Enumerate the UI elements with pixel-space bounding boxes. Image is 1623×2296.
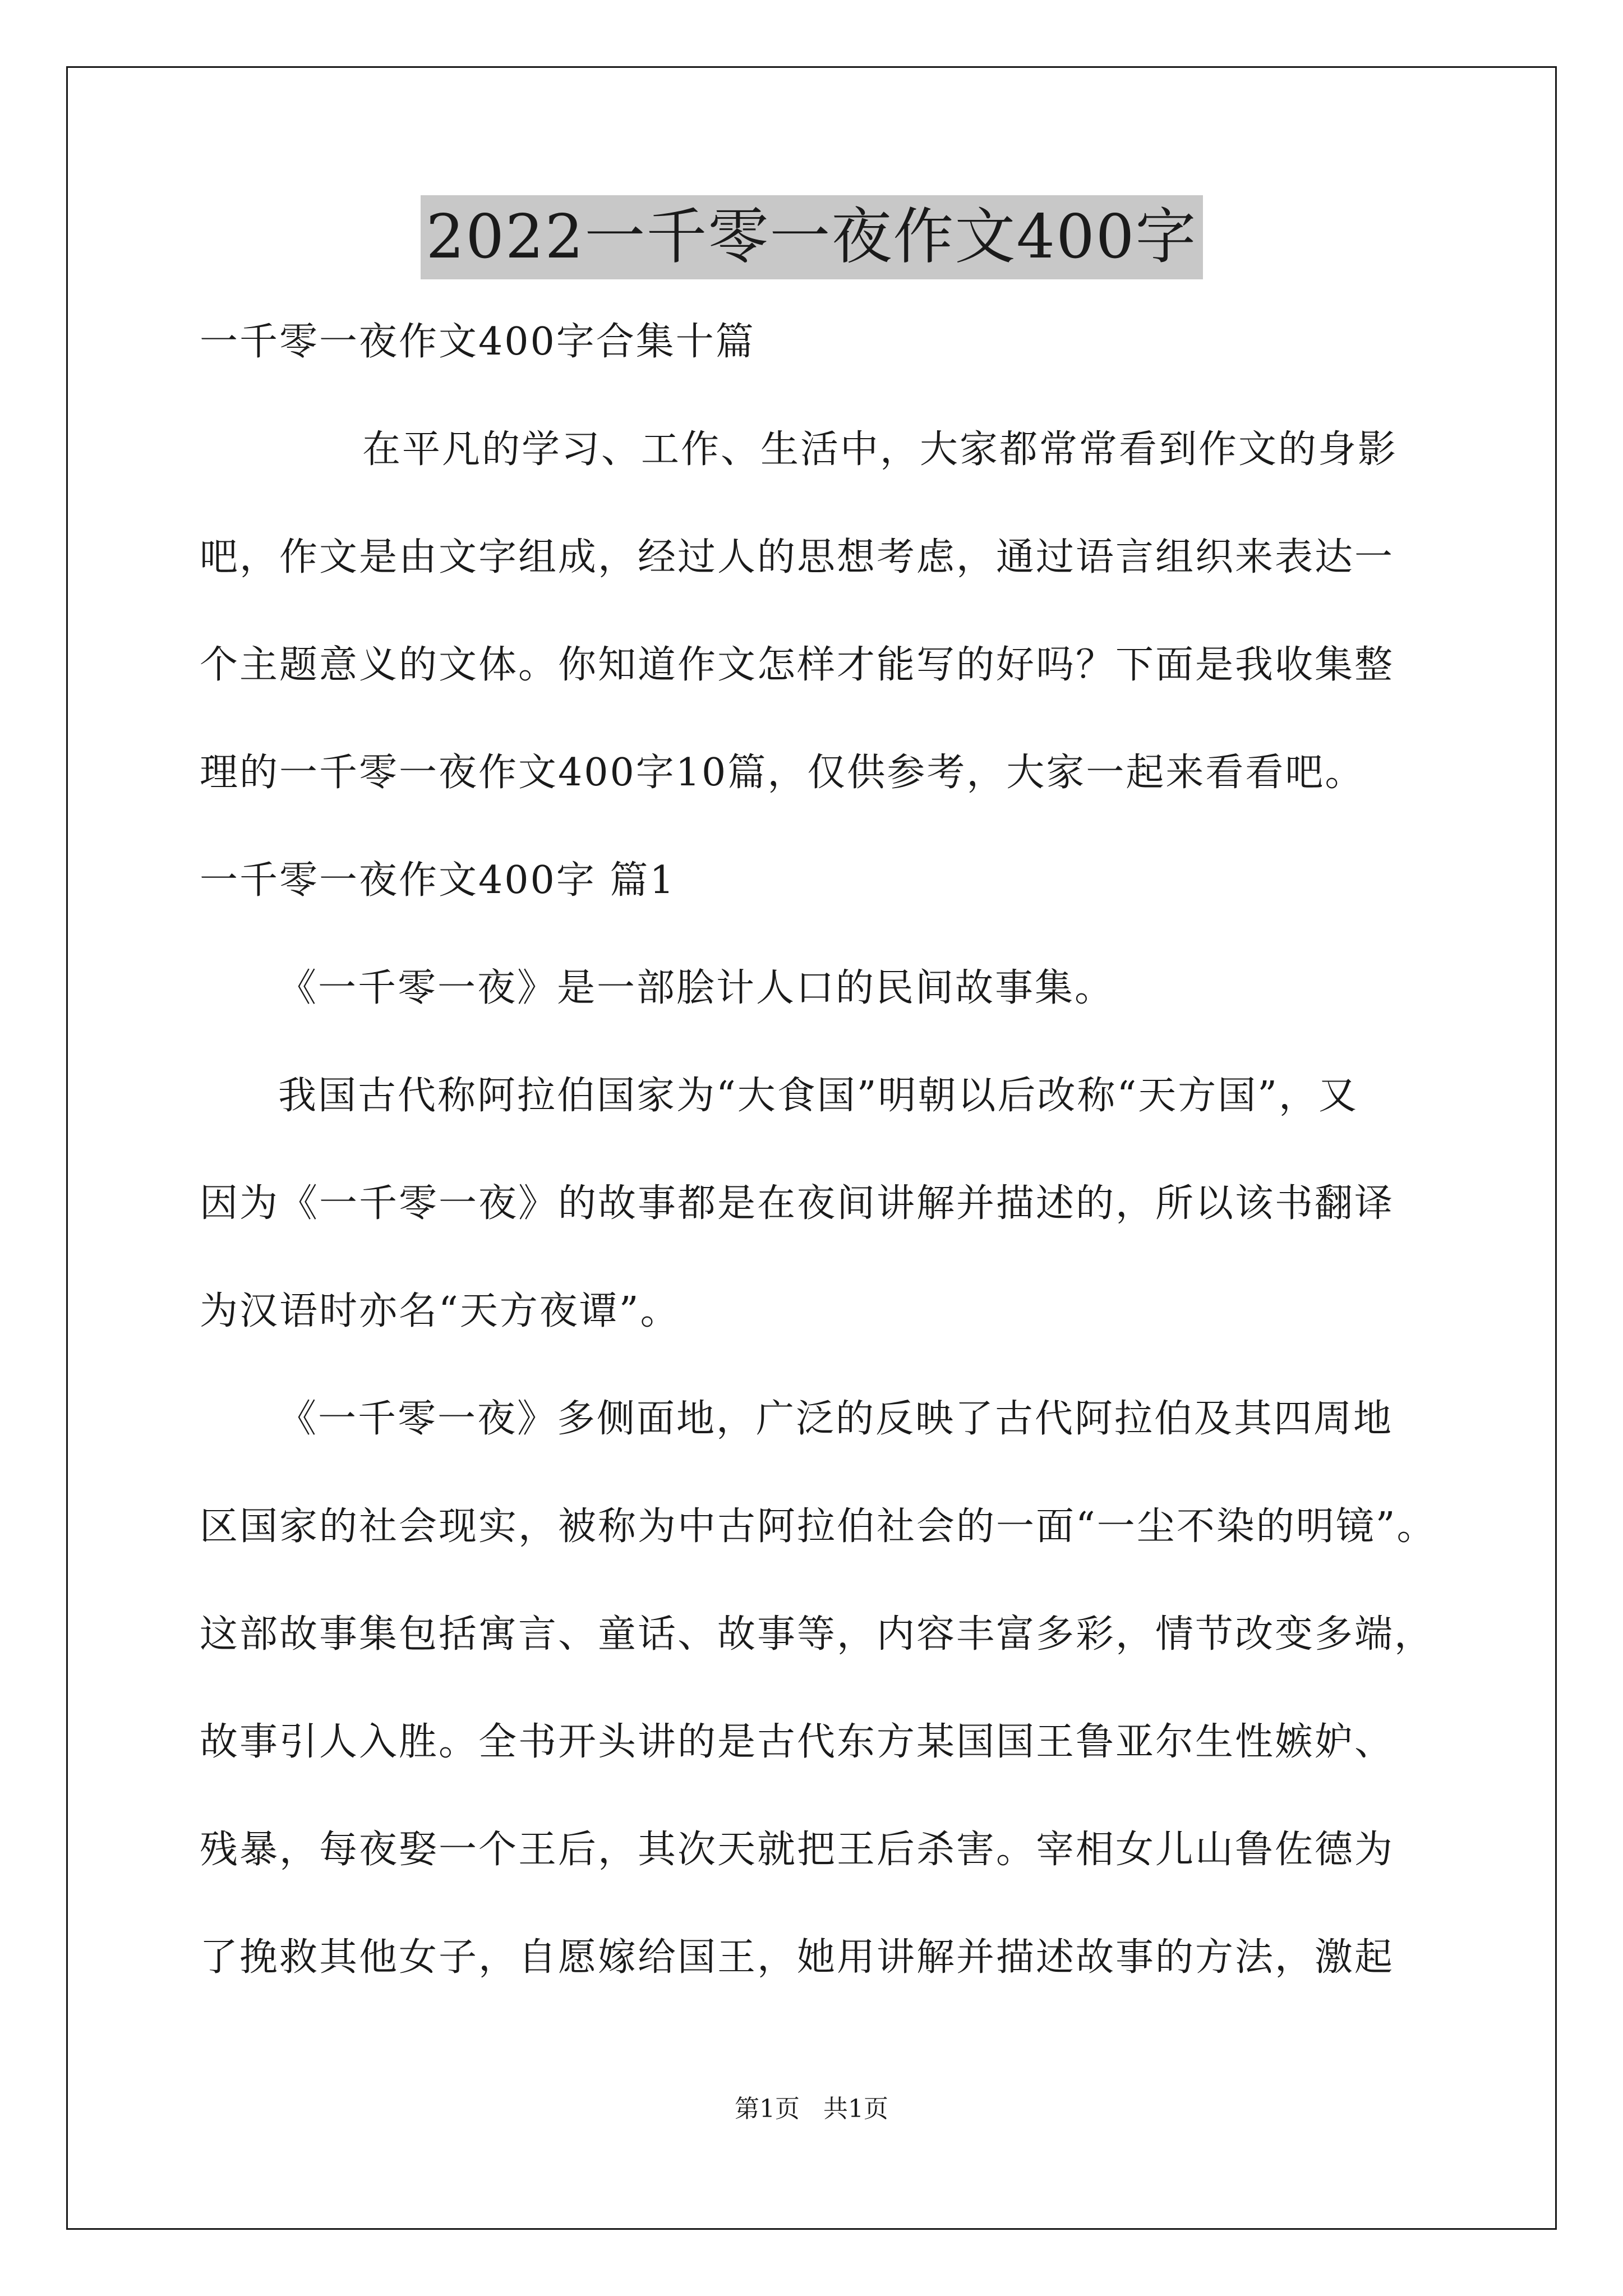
paragraph-line: 吧，作文是由文字组成，经过人的思想考虑，通过语言组织来表达一 <box>200 535 1395 579</box>
paragraph-line: 残暴，每夜娶一个王后，其次天就把王后杀害。宰相女儿山鲁佐德为 <box>200 1828 1395 1872</box>
paragraph-line: 理的一千零一夜作文400字10篇，仅供参考，大家一起来看看吧。 <box>200 751 1365 795</box>
paragraph-line: 故事引人入胜。全书开头讲的是古代东方某国国王鲁亚尔生性嫉妒、 <box>200 1720 1395 1764</box>
page-total: 共1页 <box>823 2095 888 2123</box>
paragraph-line: 了挽救其他女子，自愿嫁给国王，她用讲解并描述故事的方法，激起 <box>200 1935 1395 1980</box>
paragraph-line: 《一千零一夜》是一部脍计人口的民间故事集。 <box>278 966 1115 1010</box>
title-container <box>0 195 1623 279</box>
page-footer <box>0 2092 1623 2126</box>
document-title: 2022一千零一夜作文400字 <box>421 195 1203 279</box>
paragraph-line: 区国家的社会现实，被称为中古阿拉伯社会的一面“一尘不染的明镜”。 <box>200 1504 1437 1549</box>
paragraph-line: 我国古代称阿拉伯国家为“大食国”明朝以后改称“天方国”，又 <box>278 1074 1359 1118</box>
page-number: 第1页 <box>735 2095 800 2123</box>
paragraph-line: 《一千零一夜》多侧面地，广泛的反映了古代阿拉伯及其四周地 <box>278 1397 1394 1441</box>
section-heading: 一千零一夜作文400字 篇1 <box>200 858 676 903</box>
document-body <box>200 315 1495 2039</box>
subtitle-line: 一千零一夜作文400字合集十篇 <box>200 320 755 364</box>
paragraph-line: 为汉语时亦名“天方夜谭”。 <box>200 1289 680 1333</box>
paragraph-line: 这部故事集包括寓言、童话、故事等，内容丰富多彩，情节改变多端， <box>200 1612 1435 1657</box>
paragraph-line: 因为《一千零一夜》的故事都是在夜间讲解并描述的，所以该书翻译 <box>200 1181 1395 1226</box>
paragraph-line: 个主题意义的文体。你知道作文怎样才能写的好吗？下面是我收集整 <box>200 643 1395 687</box>
paragraph-line: 在平凡的学习、工作、生活中，大家都常常看到作文的身影 <box>362 427 1398 472</box>
